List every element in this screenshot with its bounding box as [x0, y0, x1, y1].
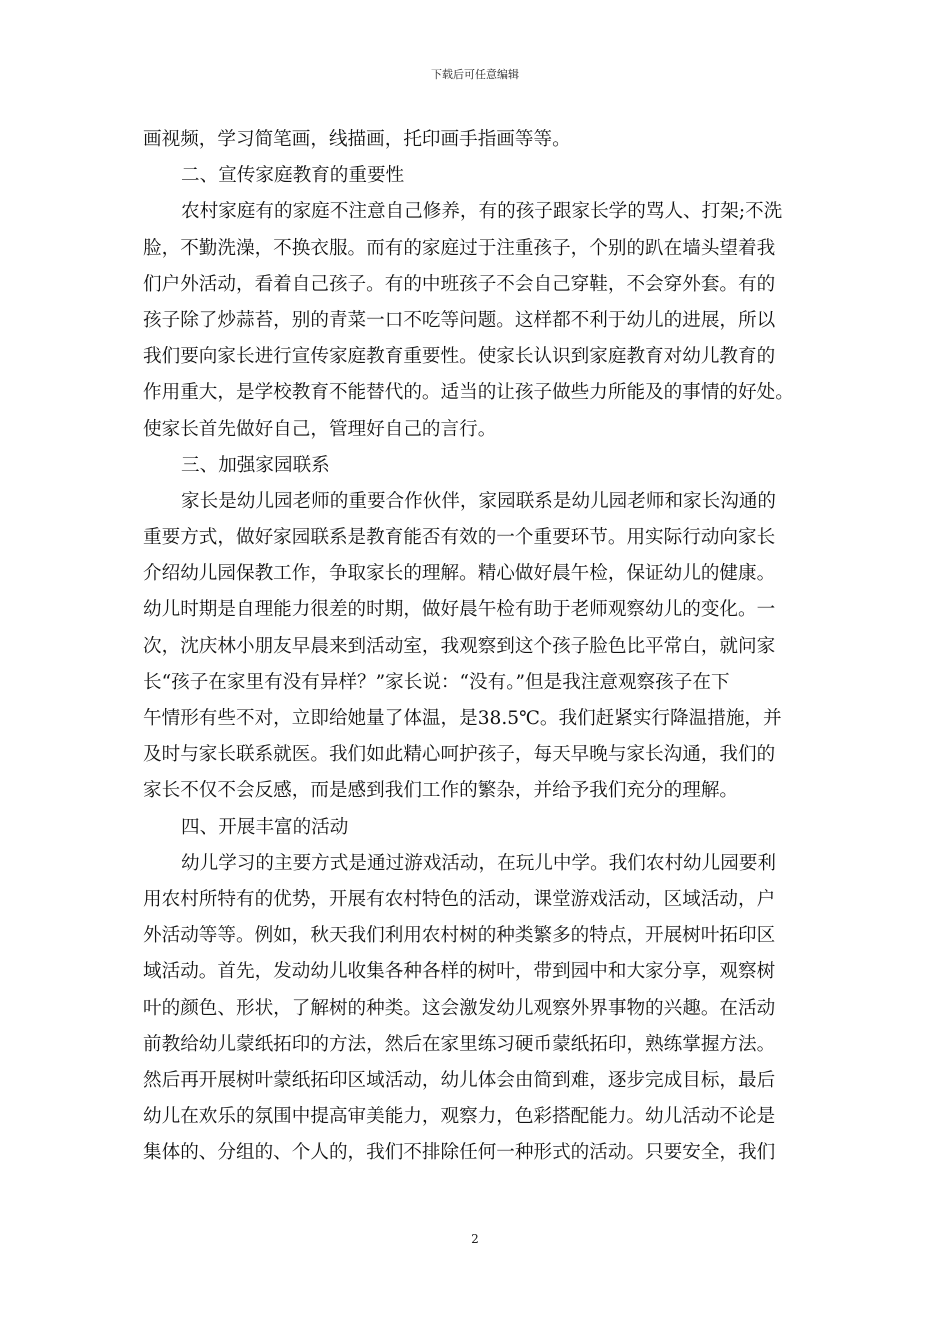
text-line: 们户外活动，看着自己孩子。有的中班孩子不会自己穿鞋，不会穿外套。有的	[143, 273, 776, 295]
text-line: 幼儿在欢乐的氛围中提高审美能力，观察力，色彩搭配能力。幼儿活动不论是	[143, 1106, 776, 1128]
text-line: 幼儿时期是自理能力很差的时期，做好晨午检有助于老师观察幼儿的变化。一	[143, 599, 776, 621]
text-line: 叶的颜色、形状，了解树的种类。这会激发幼儿观察外界事物的兴趣。在活动	[143, 997, 776, 1019]
text-line: 家长是幼儿园老师的重要合作伙伴，家园联系是幼儿园老师和家长沟通的	[181, 490, 777, 512]
page-header: 下载后可任意编辑	[431, 68, 519, 81]
page-number: 2	[471, 1232, 479, 1246]
text-line: 次，沈庆林小朋友早晨来到活动室，我观察到这个孩子脸色比平常白，就问家	[143, 635, 776, 657]
text-line: 集体的、分组的、个人的，我们不排除任何一种形式的活动。只要安全，我们	[143, 1142, 776, 1164]
text-line: 然后再开展树叶蒙纸拓印区域活动，幼儿体会由简到难，逐步完成目标，最后	[143, 1069, 776, 1091]
text-line: 外活动等等。例如，秋天我们利用农村树的种类繁多的特点，开展树叶拓印区	[143, 925, 776, 947]
text-line: 作用重大，是学校教育不能替代的。适当的让孩子做些力所能及的事情的好处。	[143, 382, 794, 404]
text-line: 家长不仅不会反感，而是感到我们工作的繁杂，并给予我们充分的理解。	[143, 780, 739, 802]
text-line: 域活动。首先，发动幼儿收集各种各样的树叶，带到园中和大家分享，观察树	[143, 961, 776, 983]
text-line: 长“孩子在家里有没有异样？”家长说：“没有。”但是我注意观察孩子在下	[143, 671, 730, 693]
text-line: 重要方式，做好家园联系是教育能否有效的一个重要环节。用实际行动向家长	[143, 527, 776, 549]
text-line: 我们要向家长进行宣传家庭教育重要性。使家长认识到家庭教育对幼儿教育的	[143, 346, 776, 368]
document-body	[143, 122, 813, 1171]
text-line: 农村家庭有的家庭不注意自己修养，有的孩子跟家长学的骂人、打架;不洗	[181, 201, 783, 223]
text-line: 用农村所特有的优势，开展有农村特色的活动，课堂游戏活动，区域活动，户	[143, 888, 776, 910]
text-line: 介绍幼儿园保教工作，争取家长的理解。精心做好晨午检，保证幼儿的健康。	[143, 563, 776, 585]
text-line: 午情形有些不对，立即给她量了体温，是38.5℃。我们赶紧实行降温措施，并	[143, 708, 782, 729]
text-line: 前教给幼儿蒙纸拓印的方法，然后在家里练习硬币蒙纸拓印，熟练掌握方法。	[143, 1033, 776, 1055]
text-line: 画视频，学习简笔画，线描画，托印画手指画等等。	[143, 129, 571, 150]
text-line: 幼儿学习的主要方式是通过游戏活动，在玩儿中学。我们农村幼儿园要利	[181, 852, 777, 874]
text-line: 及时与家长联系就医。我们如此精心呵护孩子，每天早晚与家长沟通，我们的	[143, 744, 776, 766]
text-line: 四、开展丰富的活动	[181, 816, 349, 838]
text-line: 脸，不勤洗澡，不换衣服。而有的家庭过于注重孩子，个别的趴在墙头望着我	[143, 237, 776, 259]
text-line: 孩子除了炒蒜苔，别的青菜一口不吃等问题。这样都不利于幼儿的进展，所以	[143, 309, 776, 331]
text-line: 三、加强家园联系	[181, 454, 330, 476]
text-line: 二、宣传家庭教育的重要性	[181, 165, 405, 187]
text-line: 使家长首先做好自己，管理好自己的言行。	[143, 418, 497, 440]
